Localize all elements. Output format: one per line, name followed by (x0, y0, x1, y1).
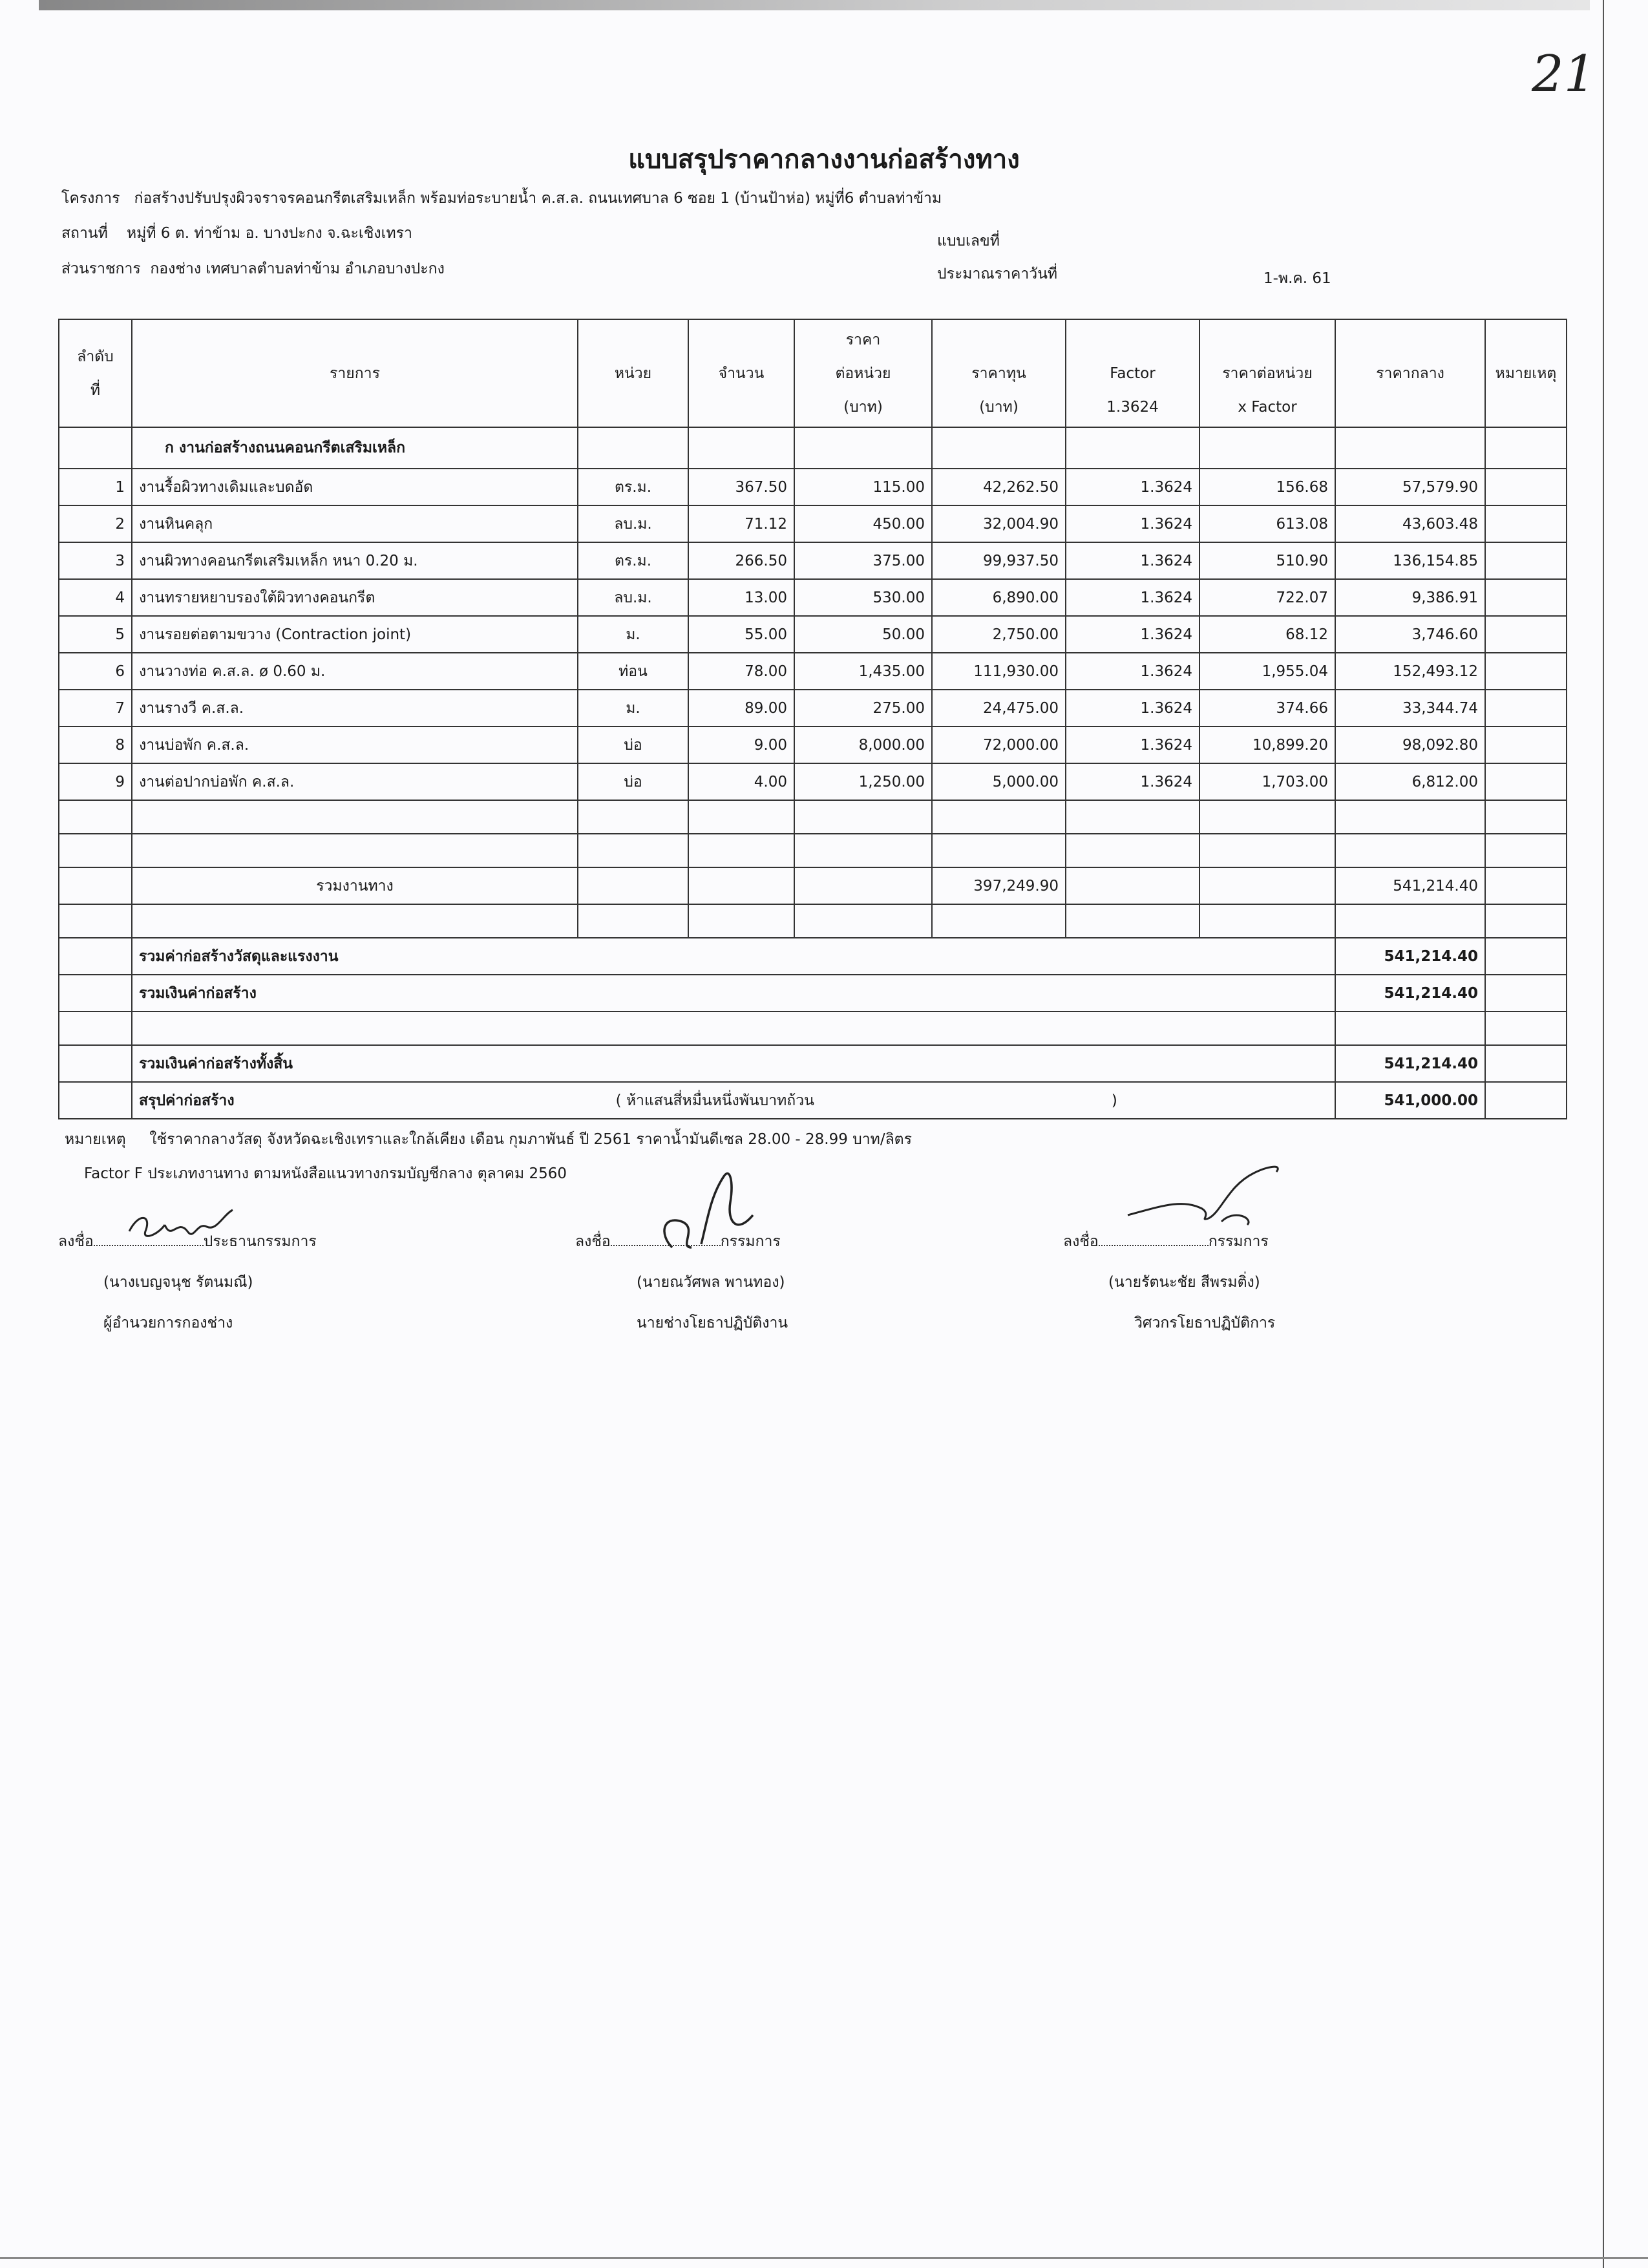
row-unit-factor: 374.66 (1199, 690, 1335, 726)
table-row (59, 616, 1567, 653)
empty-cell (794, 800, 932, 834)
empty-cell (1485, 1012, 1567, 1045)
empty-cell (688, 904, 794, 938)
empty-cell (59, 867, 132, 904)
grand-total-label: รวมเงินค่าก่อสร้างทั้งสิ้น (132, 1045, 1335, 1082)
empty-cell (578, 800, 688, 834)
row-factor: 1.3624 (1066, 579, 1199, 616)
empty-cell (1199, 800, 1335, 834)
subtotal-row (59, 867, 1567, 904)
row-cost: 72,000.00 (932, 726, 1066, 763)
agency-line (61, 257, 445, 281)
row-qty: 367.50 (688, 469, 794, 505)
row-qty: 71.12 (688, 505, 794, 542)
remark-text: ใช้ราคากลางวัสดุ จังหวัดฉะเชิงเทราและใกล้เคียง เดือน กุมภาพันธ์ ปี 2561 ราคาน้ำมันดีเซล 28.00 - 28.99 บาท/ลิตร (149, 1131, 912, 1148)
handwritten-signature-1 (126, 1196, 236, 1247)
row-factor: 1.3624 (1066, 763, 1199, 800)
signature-block-1: ลงชื่อ ประธานกรรมการ (นางเบญจนุช รัตนมณี) ผู้อำนวยการกองช่าง (58, 1222, 317, 1344)
row-factor: 1.3624 (1066, 726, 1199, 763)
row-median-price: 43,603.48 (1335, 505, 1485, 542)
row-unit-factor: 722.07 (1199, 579, 1335, 616)
empty-cell (578, 904, 688, 938)
empty-cell (932, 800, 1066, 834)
row-unit-price: 375.00 (794, 542, 932, 579)
row-unit-price: 1,435.00 (794, 653, 932, 690)
remark-label: หมายเหตุ (65, 1131, 126, 1148)
empty-cell (132, 800, 578, 834)
empty-cell (1485, 834, 1567, 867)
subtotal-median-price: 541,214.40 (1335, 867, 1485, 904)
scan-edge (1603, 0, 1604, 2268)
empty-cell (59, 800, 132, 834)
row-unit-price: 530.00 (794, 579, 932, 616)
row-unit-factor: 10,899.20 (1199, 726, 1335, 763)
row-unit: ตร.ม. (578, 542, 688, 579)
empty-row (59, 800, 1567, 834)
row-unit-price: 1,250.00 (794, 763, 932, 800)
empty-row (59, 834, 1567, 867)
row-unit: ท่อน (578, 653, 688, 690)
row-number: 5 (59, 616, 132, 653)
row-factor: 1.3624 (1066, 653, 1199, 690)
cost-table (58, 319, 1567, 1119)
row-median-price: 152,493.12 (1335, 653, 1485, 690)
scan-smudge (39, 0, 1590, 10)
project-line (61, 187, 942, 210)
summary-label: สรุปค่าก่อสร้าง (139, 1092, 235, 1109)
materials-labor-row (59, 938, 1567, 975)
signer-position: วิศวกรโยธาปฏิบัติการ (1134, 1315, 1276, 1331)
empty-cell (1485, 800, 1567, 834)
col-factor: Factor 1.3624 (1066, 319, 1199, 427)
row-unit-factor: 1,703.00 (1199, 763, 1335, 800)
factor-note: Factor F ประเภทงานทาง ตามหนังสือแนวทางกรมบัญชีกลาง ตุลาคม 2560 (84, 1165, 567, 1182)
row-number: 8 (59, 726, 132, 763)
col-qty: จำนวน (688, 319, 794, 427)
empty-cell (59, 1012, 132, 1045)
grand-total-row (59, 1045, 1567, 1082)
row-unit-price: 8,000.00 (794, 726, 932, 763)
construction-total-value: 541,214.40 (1335, 975, 1485, 1012)
row-qty: 89.00 (688, 690, 794, 726)
row-unit-price: 50.00 (794, 616, 932, 653)
row-item: งานวางท่อ ค.ส.ล. ø 0.60 ม. (132, 653, 578, 690)
empty-cell (59, 904, 132, 938)
empty-cell (578, 834, 688, 867)
section-title: ก งานก่อสร้างถนนคอนกรีตเสริมเหล็ก (132, 427, 578, 469)
row-unit: ลบ.ม. (578, 579, 688, 616)
empty-cell (578, 867, 688, 904)
row-remark (1485, 690, 1567, 726)
row-qty: 78.00 (688, 653, 794, 690)
row-median-price: 9,386.91 (1335, 579, 1485, 616)
empty-cell (688, 800, 794, 834)
empty-cell (132, 1012, 1335, 1045)
empty-cell (59, 1045, 132, 1082)
row-cost: 5,000.00 (932, 763, 1066, 800)
empty-cell (1066, 904, 1199, 938)
table-row (59, 763, 1567, 800)
row-remark (1485, 579, 1567, 616)
empty-row (59, 904, 1567, 938)
row-remark (1485, 616, 1567, 653)
col-remark: หมายเหตุ (1485, 319, 1567, 427)
row-remark (1485, 763, 1567, 800)
handwritten-signature-2 (653, 1157, 776, 1254)
scan-edge-bottom (0, 2257, 1648, 2259)
empty-cell (1335, 800, 1485, 834)
empty-row (59, 1012, 1567, 1045)
row-item: งานต่อปากบ่อพัก ค.ส.ล. (132, 763, 578, 800)
summary-cell (132, 1082, 1335, 1119)
row-item: งานผิวทางคอนกรีตเสริมเหล็ก หนา 0.20 ม. (132, 542, 578, 579)
table-row (59, 505, 1567, 542)
signature-block-2: ลงชื่อ กรรมการ (นายณวัศพล พานทอง) นายช่างโยธาปฏิบัติงาน (575, 1222, 788, 1344)
estimate-date-label: ประมาณราคาวันที่ (937, 266, 1058, 282)
row-factor: 1.3624 (1066, 690, 1199, 726)
row-median-price: 6,812.00 (1335, 763, 1485, 800)
row-remark (1485, 653, 1567, 690)
row-unit: ม. (578, 690, 688, 726)
row-item: งานบ่อพัก ค.ส.ล. (132, 726, 578, 763)
document-title: แบบสรุปราคากลางงานก่อสร้างทาง (628, 145, 1020, 175)
row-remark (1485, 726, 1567, 763)
empty-cell (1335, 834, 1485, 867)
row-median-price: 3,746.60 (1335, 616, 1485, 653)
agency-value: กองช่าง เทศบาลตำบลท่าข้าม อำเภอบางปะกง (150, 260, 445, 277)
empty-cell (1485, 975, 1567, 1012)
row-unit-price: 115.00 (794, 469, 932, 505)
row-number: 4 (59, 579, 132, 616)
row-item: งานรื้อผิวทางเดิมและบดอัด (132, 469, 578, 505)
section-row (59, 427, 1567, 469)
empty-cell (688, 867, 794, 904)
row-cost: 99,937.50 (932, 542, 1066, 579)
col-item: รายการ (132, 319, 578, 427)
row-item: งานทรายหยาบรองใต้ผิวทางคอนกรีต (132, 579, 578, 616)
row-number: 9 (59, 763, 132, 800)
row-cost: 32,004.90 (932, 505, 1066, 542)
summary-words-close: ) (1111, 1092, 1117, 1109)
table-row (59, 726, 1567, 763)
col-cost: ราคาทุน (บาท) (932, 319, 1066, 427)
row-unit-factor: 156.68 (1199, 469, 1335, 505)
row-remark (1485, 505, 1567, 542)
empty-cell (794, 834, 932, 867)
row-number: 7 (59, 690, 132, 726)
estimate-date-value: 1-พ.ค. 61 (1263, 270, 1331, 287)
row-factor: 1.3624 (1066, 505, 1199, 542)
empty-cell (59, 975, 132, 1012)
subtotal-cost: 397,249.90 (932, 867, 1066, 904)
row-number: 6 (59, 653, 132, 690)
table-row (59, 542, 1567, 579)
signer-name: (นายณวัศพล พานทอง) (637, 1274, 785, 1291)
materials-labor-value: 541,214.40 (1335, 938, 1485, 975)
empty-cell (794, 867, 932, 904)
empty-cell (132, 834, 578, 867)
row-qty: 13.00 (688, 579, 794, 616)
row-unit-factor: 68.12 (1199, 616, 1335, 653)
row-qty: 266.50 (688, 542, 794, 579)
row-unit-factor: 1,955.04 (1199, 653, 1335, 690)
page-number: 21 (1532, 45, 1596, 103)
empty-cell (1199, 834, 1335, 867)
row-unit: บ่อ (578, 726, 688, 763)
row-unit: ม. (578, 616, 688, 653)
empty-cell (1485, 904, 1567, 938)
row-median-price: 98,092.80 (1335, 726, 1485, 763)
agency-label: ส่วนราชการ (61, 260, 141, 277)
row-factor: 1.3624 (1066, 469, 1199, 505)
row-item: งานรอยต่อตามขวาง (Contraction joint) (132, 616, 578, 653)
row-cost: 6,890.00 (932, 579, 1066, 616)
row-remark (1485, 469, 1567, 505)
row-number: 1 (59, 469, 132, 505)
empty-cell (59, 938, 132, 975)
handwritten-signature-3 (1125, 1160, 1293, 1231)
row-median-price: 57,579.90 (1335, 469, 1485, 505)
empty-cell (1485, 1082, 1567, 1119)
row-factor: 1.3624 (1066, 542, 1199, 579)
construction-total-row (59, 975, 1567, 1012)
row-unit: ลบ.ม. (578, 505, 688, 542)
row-unit-factor: 613.08 (1199, 505, 1335, 542)
signer-position: ผู้อำนวยการกองช่าง (103, 1315, 233, 1331)
table-row (59, 579, 1567, 616)
row-item: งานรางวี ค.ส.ล. (132, 690, 578, 726)
empty-cell (688, 834, 794, 867)
signer-name: (นายรัตนะชัย สีพรมติ่ง) (1108, 1274, 1260, 1291)
subtotal-label: รวมงานทาง (132, 867, 578, 904)
signer-position: นายช่างโยธาปฏิบัติงาน (637, 1315, 788, 1331)
table-row (59, 469, 1567, 505)
grand-total-value: 541,214.40 (1335, 1045, 1485, 1082)
row-qty: 55.00 (688, 616, 794, 653)
col-unit-price: ราคา ต่อหน่วย (บาท) (794, 319, 932, 427)
empty-cell (1485, 1045, 1567, 1082)
empty-cell (1199, 867, 1335, 904)
empty-cell (1335, 904, 1485, 938)
empty-cell (132, 904, 578, 938)
row-median-price: 136,154.85 (1335, 542, 1485, 579)
summary-value: 541,000.00 (1335, 1082, 1485, 1119)
col-seq: ลำดับ ที่ (59, 319, 132, 427)
row-unit-price: 450.00 (794, 505, 932, 542)
empty-cell (932, 834, 1066, 867)
row-median-price: 33,344.74 (1335, 690, 1485, 726)
signer-name: (นางเบญจนุช รัตนมณี) (103, 1274, 253, 1291)
empty-cell (59, 1082, 132, 1119)
col-unit-x-factor: ราคาต่อหน่วย x Factor (1199, 319, 1335, 427)
row-unit-factor: 510.90 (1199, 542, 1335, 579)
signature-block-3: ลงชื่อ กรรมการ (นายรัตนะชัย สีพรมติ่ง) วิศวกรโยธาปฏิบัติการ (1063, 1222, 1275, 1344)
row-number: 2 (59, 505, 132, 542)
empty-cell (1066, 867, 1199, 904)
row-unit: ตร.ม. (578, 469, 688, 505)
row-qty: 4.00 (688, 763, 794, 800)
materials-labor-label: รวมค่าก่อสร้างวัสดุและแรงงาน (132, 938, 1335, 975)
row-cost: 2,750.00 (932, 616, 1066, 653)
row-number: 3 (59, 542, 132, 579)
row-cost: 111,930.00 (932, 653, 1066, 690)
table-row (59, 653, 1567, 690)
row-unit-price: 275.00 (794, 690, 932, 726)
location-value: หมู่ที่ 6 ต. ท่าข้าม อ. บางปะกง จ.ฉะเชิงเทรา (127, 225, 412, 242)
row-qty: 9.00 (688, 726, 794, 763)
empty-cell (1335, 1012, 1485, 1045)
empty-cell (794, 904, 932, 938)
row-item: งานหินคลุก (132, 505, 578, 542)
empty-cell (1066, 800, 1199, 834)
empty-cell (1485, 867, 1567, 904)
row-cost: 24,475.00 (932, 690, 1066, 726)
row-remark (1485, 542, 1567, 579)
col-unit: หน่วย (578, 319, 688, 427)
summary-row (59, 1082, 1567, 1119)
project-value: ก่อสร้างปรับปรุงผิวจราจรคอนกรีตเสริมเหล็ก พร้อมท่อระบายน้ำ ค.ส.ล. ถนนเทศบาล 6 ซอย 1 (บ้านป้าห่อ) หมู่ที่6 ตำบลท่าข้าม (134, 190, 942, 207)
table-header-row (59, 319, 1567, 427)
construction-total-label: รวมเงินค่าก่อสร้าง (132, 975, 1335, 1012)
project-label: โครงการ (61, 190, 120, 207)
empty-cell (59, 834, 132, 867)
table-row (59, 690, 1567, 726)
row-factor: 1.3624 (1066, 616, 1199, 653)
row-unit: บ่อ (578, 763, 688, 800)
row-cost: 42,262.50 (932, 469, 1066, 505)
empty-cell (1199, 904, 1335, 938)
col-median-price: ราคากลาง (1335, 319, 1485, 427)
summary-words-open: ( ห้าแสนสี่หมื่นหนึ่งพันบาทถ้วน (615, 1092, 814, 1109)
form-no-label: แบบเลขที่ (937, 233, 1000, 249)
remark-line (65, 1128, 912, 1151)
location-label: สถานที่ (61, 225, 108, 242)
empty-cell (1066, 834, 1199, 867)
location-line (61, 222, 412, 245)
empty-cell (1485, 938, 1567, 975)
empty-cell (932, 904, 1066, 938)
